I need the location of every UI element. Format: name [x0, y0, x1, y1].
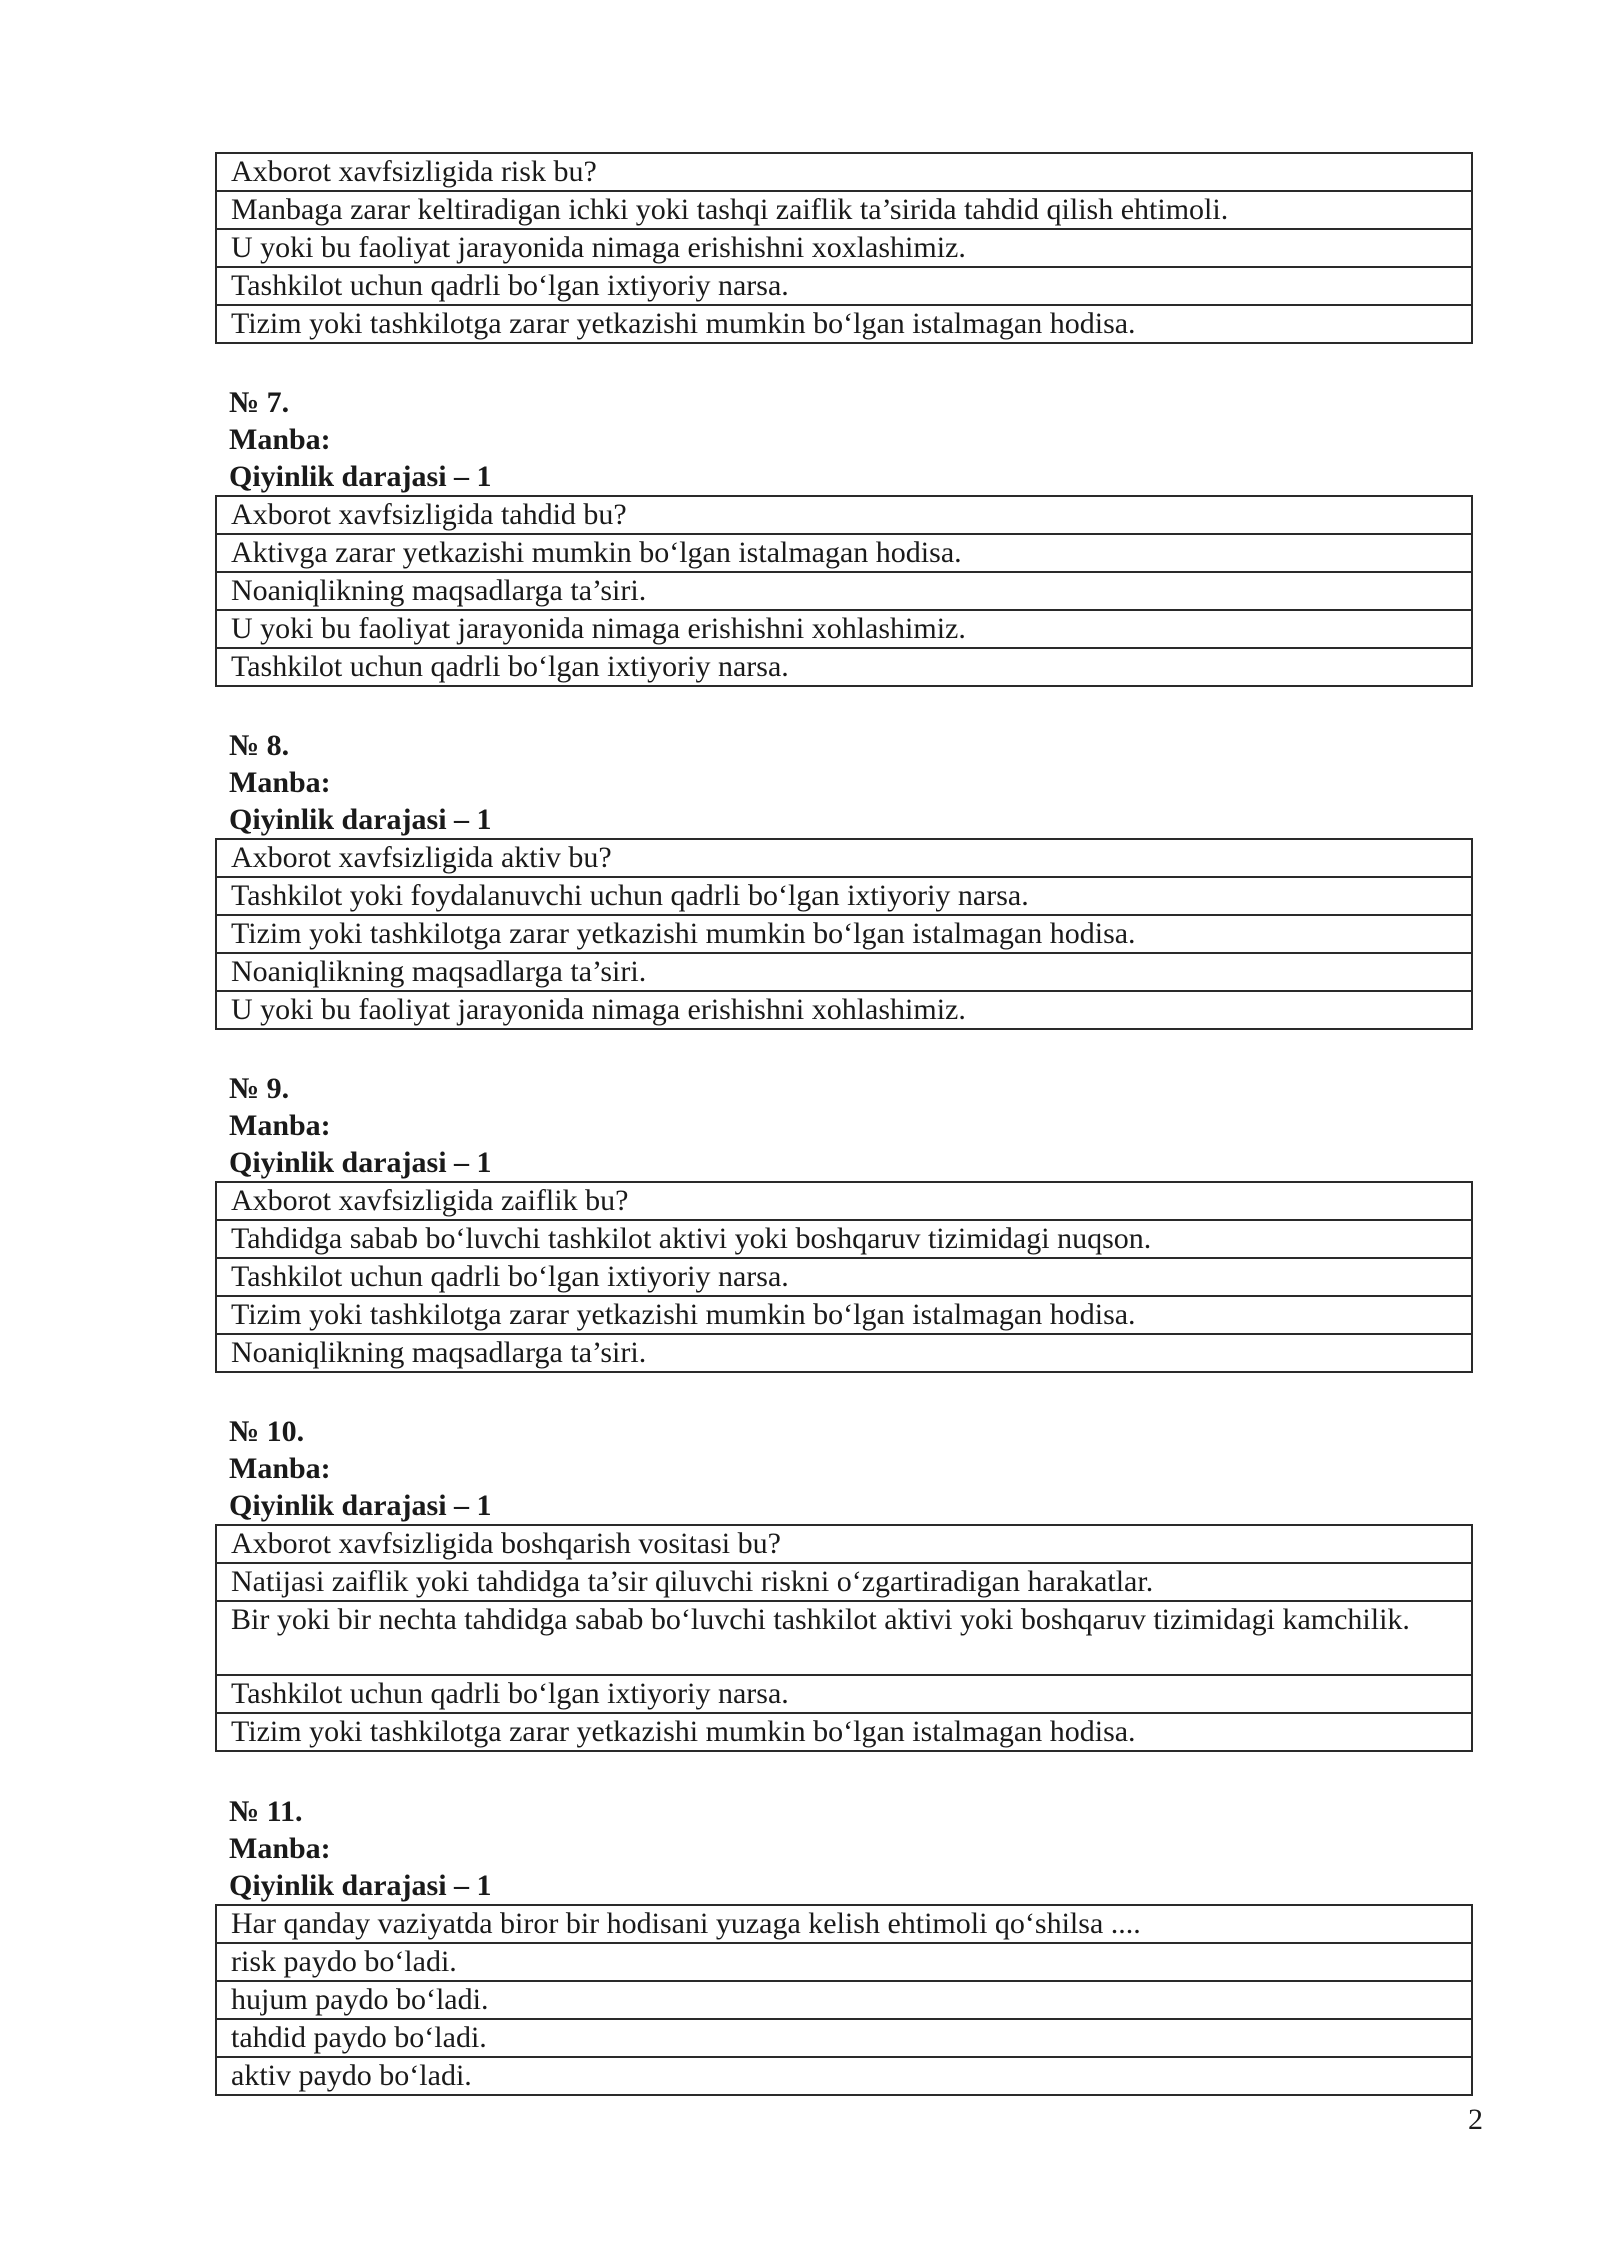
answer-text: U yoki bu faoliyat jarayonida nimaga erishishni xoxlashimiz.: [216, 229, 1472, 267]
question-row: [216, 1905, 1472, 1943]
question-text: Axborot xavfsizligida boshqarish vositasi bu?: [216, 1525, 1472, 1563]
answer-text: Tashkilot yoki foydalanuvchi uchun qadrli bo‘lgan ixtiyoriy narsa.: [216, 877, 1472, 915]
answer-row: [216, 1220, 1472, 1258]
answer-row: [216, 1563, 1472, 1601]
question-text: Axborot xavfsizligida aktiv bu?: [216, 839, 1472, 877]
question-difficulty: Qiyinlik darajasi – 1: [229, 1869, 492, 1902]
answer-text: Natijasi zaiflik yoki tahdidga ta’sir qiluvchi riskni o‘zgartiradigan harakatlar.: [216, 1563, 1472, 1601]
question-row: [216, 496, 1472, 534]
question-difficulty: Qiyinlik darajasi – 1: [229, 1489, 492, 1522]
answer-row: [216, 534, 1472, 572]
answer-row: [216, 305, 1472, 343]
answer-text: Tashkilot uchun qadrli bo‘lgan ixtiyoriy narsa.: [216, 267, 1472, 305]
answer-row: [216, 953, 1472, 991]
answer-text: U yoki bu faoliyat jarayonida nimaga erishishni xohlashimiz.: [216, 610, 1472, 648]
question-text: Axborot xavfsizligida tahdid bu?: [216, 496, 1472, 534]
answer-row: [216, 1981, 1472, 2019]
question-row: [216, 1525, 1472, 1563]
question-table: [215, 1904, 1473, 2096]
question-number: № 7.: [229, 386, 290, 419]
answer-text: Tizim yoki tashkilotga zarar yetkazishi mumkin bo‘lgan istalmagan hodisa.: [216, 305, 1472, 343]
answer-text: Aktivga zarar yetkazishi mumkin bo‘lgan istalmagan hodisa.: [216, 534, 1472, 572]
answer-text: aktiv paydo bo‘ladi.: [216, 2057, 1472, 2095]
answer-row: [216, 877, 1472, 915]
question-table: [215, 495, 1473, 687]
answer-row: [216, 191, 1472, 229]
question-number: № 10.: [229, 1415, 305, 1448]
question-row: [216, 839, 1472, 877]
question-text: Axborot xavfsizligida zaiflik bu?: [216, 1182, 1472, 1220]
answer-text: Noaniqlikning maqsadlarga ta’siri.: [216, 1334, 1472, 1372]
question-difficulty: Qiyinlik darajasi – 1: [229, 1146, 492, 1179]
question-table: [215, 1524, 1473, 1752]
answer-text: Tahdidga sabab bo‘luvchi tashkilot aktivi yoki boshqaruv tizimidagi nuqson.: [216, 1220, 1472, 1258]
answer-row: [216, 1943, 1472, 1981]
question-difficulty: Qiyinlik darajasi – 1: [229, 460, 492, 493]
answer-row: [216, 572, 1472, 610]
answer-text: Manbaga zarar keltiradigan ichki yoki tashqi zaiflik ta’sirida tahdid qilish ehtimoli.: [216, 191, 1472, 229]
question-header: [229, 1413, 492, 1524]
question-text: Axborot xavfsizligida risk bu?: [216, 153, 1472, 191]
answer-row: [216, 915, 1472, 953]
answer-text: Tizim yoki tashkilotga zarar yetkazishi mumkin bo‘lgan istalmagan hodisa.: [216, 1296, 1472, 1334]
answer-row: [216, 1713, 1472, 1751]
question-difficulty: Qiyinlik darajasi – 1: [229, 803, 492, 836]
answer-text: Tizim yoki tashkilotga zarar yetkazishi mumkin bo‘lgan istalmagan hodisa.: [216, 915, 1472, 953]
question-header: [229, 1070, 492, 1181]
question-row: [216, 153, 1472, 191]
answer-row: [216, 991, 1472, 1029]
answer-text: Tizim yoki tashkilotga zarar yetkazishi mumkin bo‘lgan istalmagan hodisa.: [216, 1713, 1472, 1751]
answer-row: [216, 2019, 1472, 2057]
question-table: [215, 152, 1473, 344]
answer-row: [216, 1334, 1472, 1372]
answer-row: [216, 1296, 1472, 1334]
answer-text: risk paydo bo‘ladi.: [216, 1943, 1472, 1981]
question-source: Manba:: [229, 423, 331, 456]
answer-row: [216, 267, 1472, 305]
answer-text: Tashkilot uchun qadrli bo‘lgan ixtiyoriy narsa.: [216, 1675, 1472, 1713]
answer-row: [216, 1258, 1472, 1296]
answer-text: hujum paydo bo‘ladi.: [216, 1981, 1472, 2019]
answer-row: [216, 648, 1472, 686]
answer-row: [216, 2057, 1472, 2095]
question-header: [229, 384, 492, 495]
question-table: [215, 1181, 1473, 1373]
answer-text: Noaniqlikning maqsadlarga ta’siri.: [216, 953, 1472, 991]
question-table: [215, 838, 1473, 1030]
answer-text: Tashkilot uchun qadrli bo‘lgan ixtiyoriy narsa.: [216, 1258, 1472, 1296]
question-number: № 8.: [229, 729, 290, 762]
question-header: [229, 727, 492, 838]
question-number: № 11.: [229, 1795, 303, 1828]
answer-text: Noaniqlikning maqsadlarga ta’siri.: [216, 572, 1472, 610]
question-source: Manba:: [229, 1832, 331, 1865]
answer-text: tahdid paydo bo‘ladi.: [216, 2019, 1472, 2057]
question-source: Manba:: [229, 1452, 331, 1485]
question-number: № 9.: [229, 1072, 290, 1105]
question-source: Manba:: [229, 766, 331, 799]
question-source: Manba:: [229, 1109, 331, 1142]
question-text: Har qanday vaziyatda biror bir hodisani yuzaga kelish ehtimoli qo‘shilsa ....: [216, 1905, 1472, 1943]
question-header: [229, 1793, 492, 1904]
answer-row: [216, 229, 1472, 267]
page-number: 2: [1468, 2103, 1483, 2136]
answer-text: U yoki bu faoliyat jarayonida nimaga erishishni xohlashimiz.: [216, 991, 1472, 1029]
answer-text: Bir yoki bir nechta tahdidga sabab bo‘luvchi tashkilot aktivi yoki boshqaruv tizimidagi kamchilik.: [216, 1601, 1472, 1675]
question-row: [216, 1182, 1472, 1220]
answer-row: [216, 1601, 1472, 1675]
answer-text: Tashkilot uchun qadrli bo‘lgan ixtiyoriy narsa.: [216, 648, 1472, 686]
answer-row: [216, 610, 1472, 648]
answer-row: [216, 1675, 1472, 1713]
